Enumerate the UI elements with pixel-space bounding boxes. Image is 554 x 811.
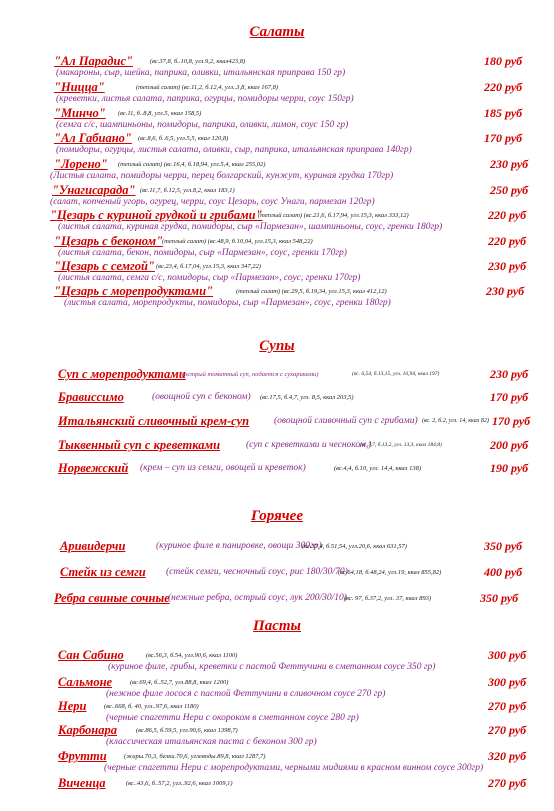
item-name: Суп с морепродуктами xyxy=(58,367,186,381)
item-price: 230 руб xyxy=(488,259,527,273)
section-title-salads: Салаты xyxy=(249,24,305,40)
item-description: (нежное филе лосося с пастой Феттучини в сливочном соусе 270 гр) xyxy=(106,689,386,699)
item-price: 300 руб xyxy=(488,675,527,689)
item-price: 200 руб xyxy=(490,438,529,452)
item-nutrition: (теплый салат) (вс.48,9, б.10,04, угл.15,3, ккал 548,22) xyxy=(162,238,313,245)
menu-item xyxy=(0,208,554,232)
menu-item xyxy=(0,776,554,792)
item-price: 270 руб xyxy=(488,723,527,737)
item-nutrition: (вс..43,6, б..57,2, угл..92,6, ккал 1009,1) xyxy=(126,780,233,787)
menu-item xyxy=(0,390,554,406)
item-price: 350 руб xyxy=(480,591,519,605)
item-price: 300 руб xyxy=(488,648,527,662)
item-price: 220 руб xyxy=(488,234,527,248)
item-nutrition: (теплый салат) (вс.21,6, б.17,94, угл.15,3, ккал 333,12) xyxy=(258,212,409,219)
item-nutrition: (вс.56,3, б.54, угл.90,6, ккал 1100) xyxy=(146,652,238,659)
item-nutrition: (вс.7,7, б.13,2, угл. 13,3, ккал 184,8) xyxy=(360,442,442,448)
item-description: (куриное филе, грибы, креветки с пастой Феттучини в сметанном соусе 350 гр) xyxy=(108,662,436,672)
item-description: (овощной суп с беконом) xyxy=(152,392,251,402)
section-title-pasta: Пасты xyxy=(253,618,301,634)
item-name: Карбонара xyxy=(58,723,117,737)
item-price: 170 руб xyxy=(492,414,531,428)
menu-item xyxy=(0,183,554,207)
item-price: 400 руб xyxy=(484,565,523,579)
item-price: 270 руб xyxy=(488,776,527,790)
item-description: (помидоры, огурцы, листья салата, оливки, сыр, паприка, итальянская приправа 140гр) xyxy=(56,145,412,155)
item-description: (черные спагетти Нери с окороком в сметанном соусе 280 гр) xyxy=(106,713,359,723)
item-name: Аривидерчи xyxy=(60,539,126,553)
item-nutrition: (вс. 6,54, б.13,15, угл. 16,94, ккал 197) xyxy=(352,371,440,377)
item-price: 350 руб xyxy=(484,539,523,553)
item-price: 170 руб xyxy=(484,131,523,145)
item-description: (семга с/с, шампиньоны, помидоры, паприка, оливки, лимон, соус 150 гр) xyxy=(56,120,349,130)
item-nutrition: (вс..668, б. 40, угл..97,6, ккал 1180) xyxy=(104,703,199,710)
menu-item xyxy=(0,591,554,607)
item-description: (классическая итальянская паста с беконом 300 гр) xyxy=(106,737,317,747)
item-price: 320 руб xyxy=(488,749,527,763)
menu-item xyxy=(0,131,554,155)
item-nutrition: (вс.11,7, б.12,5, угл.8,2, ккал 183,1) xyxy=(140,187,235,194)
item-description: (салат, копченый угорь, огурец, черри, соус Цезарь, соус Унаги, пармезан 120гр) xyxy=(50,197,375,207)
menu-item xyxy=(0,539,554,555)
menu-item xyxy=(0,106,554,130)
menu-item xyxy=(0,259,554,283)
item-name: "Цезарь с куриной грудкой и грибами" xyxy=(50,208,263,222)
item-price: 250 руб xyxy=(490,183,529,197)
item-name: Норвежский xyxy=(58,461,129,475)
item-description: (крем – суп из семги, овощей и креветок) xyxy=(140,463,306,473)
item-name: "Цезарь с семгой" xyxy=(54,259,155,273)
item-nutrition: (вс.37,4, б.51,54, угл.20,6, ккал 631,57) xyxy=(302,543,407,550)
item-price: 180 руб xyxy=(484,54,523,68)
item-name: "Ницца" xyxy=(54,80,105,94)
menu-item xyxy=(0,723,554,747)
item-name: Итальянский сливочный крем-суп xyxy=(58,414,250,428)
menu-item xyxy=(0,414,554,430)
item-name: Фрутти xyxy=(58,749,107,763)
item-price: 230 руб xyxy=(490,157,529,171)
item-nutrition: (теплый салат) (вс.16,4, б.18,94, угл.5,4, ккал 255,02) xyxy=(118,161,266,168)
item-description: (куриное филе в панировке, овощи 300гр) xyxy=(156,541,322,551)
menu-item xyxy=(0,461,554,477)
section-title-hot: Горячее xyxy=(250,508,303,524)
item-name: Нери xyxy=(58,699,87,713)
item-name: Сан Сабино xyxy=(58,648,124,662)
menu-item xyxy=(0,157,554,181)
item-name: "Цезарь с беконом" xyxy=(54,234,164,248)
item-price: 190 руб xyxy=(490,461,529,475)
item-name: Виченца xyxy=(58,776,106,790)
item-description: (листья салата, морепродукты, помидоры, сыр «Пармезан», соус, гренки 180гр) xyxy=(64,298,391,308)
item-description: (стейк семги, чесночный соус, рис 180/30/70) xyxy=(166,567,348,577)
item-name: Тыквенный суп с креветками xyxy=(58,438,221,452)
item-nutrition: (вс.37,8, б..10,8, угл.9,2, ккал423,8) xyxy=(150,58,246,65)
item-description: (макароны, сыр, шейка, паприка, оливки, итальянская приправа 150 гр) xyxy=(56,68,346,78)
item-name: Брависсимо xyxy=(58,390,124,404)
item-nutrition: (вс.11, б..8,8, угл.5, ккал 158,5) xyxy=(118,110,202,117)
menu-item xyxy=(0,438,554,454)
item-description: (Листья салата, помидоры черри, перец болгарский, кунжут, куриная грудка 170гр) xyxy=(50,171,394,181)
item-nutrition: (вс.8,6, б..6,5, угл.5,5, ккал 120,8) xyxy=(138,135,229,142)
item-description: (острый томатный суп, подается с сухариками) xyxy=(182,371,319,378)
item-nutrition: (жиры.70,3, белки.70,6, углеводы.89,8, ккал 1287,7) xyxy=(124,753,266,760)
item-name: Ребра свиные сочные xyxy=(54,591,170,605)
item-nutrition: (вс. 97, б.37,2, угл. 37, ккал 893) xyxy=(344,595,432,602)
menu-item xyxy=(0,699,554,723)
item-price: 270 руб xyxy=(488,699,527,713)
item-nutrition: (теплый салат) (вс.29,5, б.19,34, угл.15,3, ккал 412,12) xyxy=(236,288,387,295)
item-price: 230 руб xyxy=(490,367,529,381)
item-description: (креветки, листья салата, паприка, огурцы, помидоры черри, соус 150гр) xyxy=(56,94,354,104)
item-name: "Лорено" xyxy=(54,157,108,171)
menu-item xyxy=(0,54,554,78)
item-name: "Минчо" xyxy=(54,106,106,120)
item-nutrition: (вс.64,18, б.48,24, угл.19, ккал 855,82) xyxy=(338,569,442,576)
item-name: Сальмоне xyxy=(58,675,113,689)
item-price: 220 руб xyxy=(484,80,523,94)
item-price: 220 руб xyxy=(488,208,527,222)
item-description: (листья салата, семга с/с, помидоры, сыр «Пармезан», соус, гренки 170гр) xyxy=(58,273,361,283)
item-name: "Ал Габиано" xyxy=(54,131,132,145)
item-description: (листья салата, бекон, помидоры, сыр «Пармезан», соус, гренки 170гр) xyxy=(58,248,347,258)
item-name: "Ал Парадис" xyxy=(54,54,133,68)
item-description: (овощной сливочный суп с грибами) xyxy=(274,416,418,426)
item-description: (суп с креветками и чесноком,) xyxy=(246,440,372,450)
item-name: "Унагисарада" xyxy=(52,183,136,197)
menu-item xyxy=(0,565,554,581)
item-description: (черные спагетти Нери с морепродуктами, черными мидиями в красном винном соусе 300гр) xyxy=(104,763,484,773)
item-description: (листья салата, куриная грудка, помидоры, сыр «Пармезан», шампиньоны, соус, гренки 180гр) xyxy=(58,222,443,232)
menu-item xyxy=(0,648,554,672)
item-nutrition: (вс.4,4, б.10, угл. 14,4, ккал 138) xyxy=(334,465,422,472)
menu-item xyxy=(0,749,554,773)
item-price: 230 руб xyxy=(486,284,525,298)
menu-item xyxy=(0,675,554,699)
menu-item xyxy=(0,284,554,308)
item-nutrition: (вс.17,5, б.4,7, угл. 8,5, ккал 203,5) xyxy=(260,394,354,401)
item-price: 170 руб xyxy=(490,390,529,404)
item-price: 185 руб xyxy=(484,106,523,120)
menu-item xyxy=(0,80,554,104)
item-nutrition: (вс.23,4, б.17,04, угл.15,3, ккал 347,22) xyxy=(156,263,261,270)
item-nutrition: (вс.86,5, б.59,5, угл.90,6, ккал 1398,7) xyxy=(136,727,238,734)
item-name: "Цезарь с морепродуктами" xyxy=(54,284,214,298)
item-description: (нежные ребра, острый соус, лук 200/30/10) xyxy=(168,593,347,603)
item-name: Стейк из семги xyxy=(60,565,146,579)
menu-item xyxy=(0,234,554,258)
item-nutrition: (теплый салат) (вс.11,2, б.12,4, угл..3,8, ккал 167,8) xyxy=(136,84,279,91)
section-title-soups: Супы xyxy=(259,338,295,354)
item-nutrition: (вс. 2, б.2, угл. 14, ккал 82) xyxy=(422,418,489,424)
menu-item xyxy=(0,367,554,383)
item-nutrition: (вс.69,4, б..52,7, угл.88,8, ккал 1200) xyxy=(130,679,229,686)
